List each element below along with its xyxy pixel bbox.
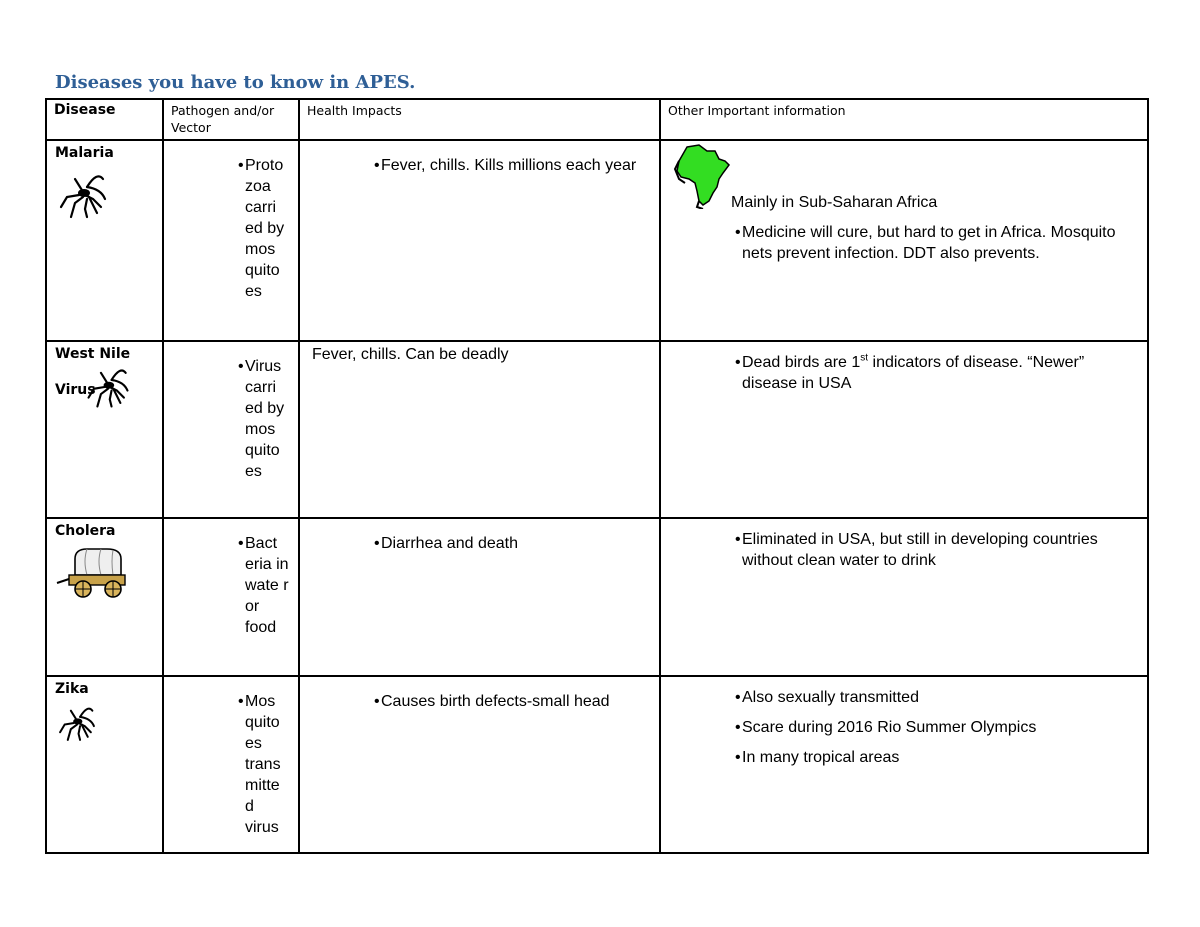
bullet-mark: • bbox=[374, 157, 380, 174]
header-health: Health Impacts bbox=[299, 99, 660, 140]
other-cell bbox=[660, 140, 1148, 341]
list-item bbox=[374, 155, 649, 176]
bullet-mark: • bbox=[735, 689, 741, 706]
pathogen-cell bbox=[163, 140, 299, 341]
other-text: Scare during 2016 Rio Summer Olympics bbox=[742, 719, 1037, 736]
list-item bbox=[238, 356, 290, 482]
list-item bbox=[374, 691, 649, 712]
disease-name: Cholera bbox=[55, 523, 116, 539]
list-item bbox=[735, 747, 1117, 768]
bullet-mark: • bbox=[374, 693, 380, 710]
pathogen-cell bbox=[163, 341, 299, 518]
pathogen-text: Bact eria in wate r or food bbox=[245, 535, 289, 636]
bullet-mark: • bbox=[735, 719, 741, 736]
covered-wagon-icon bbox=[55, 545, 129, 601]
header-row bbox=[46, 99, 1148, 140]
list-item bbox=[735, 352, 1117, 394]
header-other: Other Important information bbox=[660, 99, 1148, 140]
health-text: Causes birth defects-small head bbox=[381, 693, 610, 710]
health-cell bbox=[299, 341, 660, 518]
other-text: Eliminated in USA, but still in developing countries without clean water to drink bbox=[742, 531, 1098, 569]
disease-cell bbox=[46, 676, 163, 853]
bullet-mark: • bbox=[735, 224, 741, 241]
other-text: Also sexually transmitted bbox=[742, 689, 919, 706]
list-item bbox=[374, 533, 649, 554]
list-item bbox=[735, 222, 1117, 264]
table-row-zika bbox=[46, 676, 1148, 853]
other-text: In many tropical areas bbox=[742, 749, 900, 766]
table-row-cholera bbox=[46, 518, 1148, 676]
africa-map-icon bbox=[673, 143, 731, 209]
list-item bbox=[735, 717, 1117, 738]
other-cell bbox=[660, 518, 1148, 676]
list-item bbox=[238, 533, 290, 638]
health-cell bbox=[299, 676, 660, 853]
mosquito-icon bbox=[57, 703, 97, 743]
list-item bbox=[735, 687, 1117, 708]
bullet-mark: • bbox=[735, 749, 741, 766]
pathogen-text: Virus carri ed by mos quito es bbox=[245, 358, 285, 480]
health-text: Fever, chills. Can be deadly bbox=[312, 346, 509, 363]
bullet-mark: • bbox=[238, 157, 244, 174]
disease-cell bbox=[46, 140, 163, 341]
bullet-mark: • bbox=[238, 693, 244, 710]
bullet-mark: • bbox=[735, 531, 741, 548]
pathogen-cell bbox=[163, 518, 299, 676]
pathogen-text: Proto zoa carri ed by mos quito es bbox=[245, 157, 285, 300]
disease-name: Zika bbox=[55, 681, 89, 697]
bullet-mark: • bbox=[735, 354, 741, 371]
header-pathogen: Pathogen and/or Vector bbox=[163, 99, 299, 140]
pathogen-cell bbox=[163, 676, 299, 853]
health-text: Diarrhea and death bbox=[381, 535, 518, 552]
health-cell bbox=[299, 140, 660, 341]
disease-name: Malaria bbox=[55, 145, 114, 161]
page-title: Diseases you have to know in APES. bbox=[55, 72, 416, 93]
bullet-mark: • bbox=[374, 535, 380, 552]
mosquito-icon bbox=[85, 364, 131, 410]
disease-name-line1: West Nile bbox=[55, 346, 131, 362]
table-row-malaria bbox=[46, 140, 1148, 341]
mosquito-icon bbox=[57, 169, 109, 221]
list-item bbox=[238, 691, 290, 838]
disease-cell bbox=[46, 341, 163, 518]
disease-name-line2: Virus bbox=[55, 382, 96, 398]
other-cell bbox=[660, 676, 1148, 853]
other-text: Medicine will cure, but hard to get in Africa. Mosquito nets prevent infection. DDT also prevents. bbox=[742, 224, 1116, 262]
list-item bbox=[735, 529, 1117, 571]
other-text: Dead birds are 1st indicators of disease. “Newer” disease in USA bbox=[742, 352, 1085, 392]
bullet-mark: • bbox=[238, 535, 244, 552]
pathogen-text: Mos quito es trans mitte d virus bbox=[245, 693, 281, 836]
other-cell bbox=[660, 341, 1148, 518]
list-item bbox=[238, 155, 290, 302]
table-row-west-nile bbox=[46, 341, 1148, 518]
diseases-table bbox=[45, 98, 1149, 854]
header-disease: Disease bbox=[46, 99, 163, 140]
disease-cell bbox=[46, 518, 163, 676]
africa-note: Mainly in Sub-Saharan Africa bbox=[731, 194, 938, 211]
health-cell bbox=[299, 518, 660, 676]
health-text: Fever, chills. Kills millions each year bbox=[381, 157, 637, 174]
bullet-mark: • bbox=[238, 358, 244, 375]
